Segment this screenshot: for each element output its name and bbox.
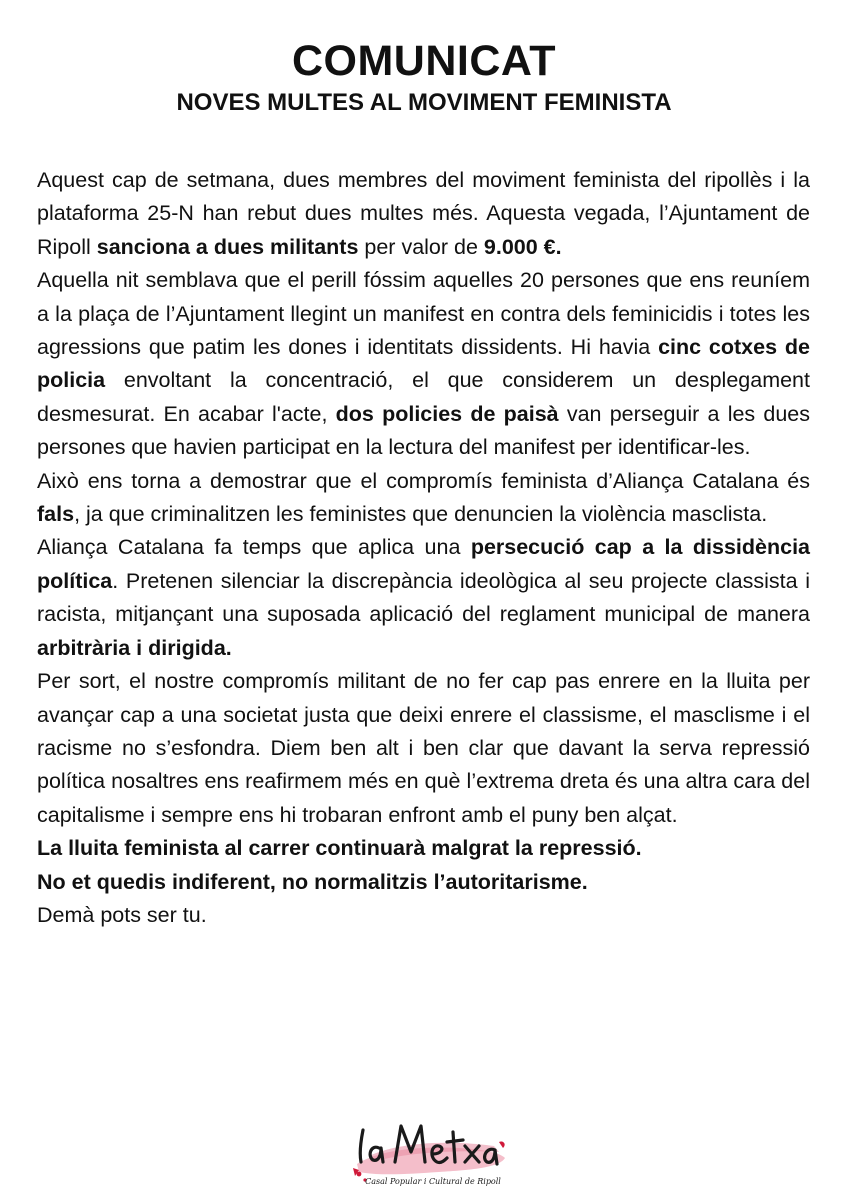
paragraph-2-text-e: van perseguir a les dues persones que havien participat en la lectura del manifest per identificar-les. — [37, 401, 810, 460]
paragraph-5: Per sort, el nostre compromís militant de no fer cap pas enrere en la lluita per avançar cap a una societat justa que deixi enrere el classisme, el masclisme i el racisme no s’esfondra. Diem ben alt i ben clar que davant la serva repressió política nosaltres ens reafirmem més en què l’extrema dreta és una altra cara del capitalisme i sempre ens hi trobaran enfront amb el puny ben alçat. — [37, 669, 810, 827]
paragraph-3 — [37, 465, 810, 532]
paragraph-2-bold-police-cars: cinc cotxes de policia — [37, 335, 810, 393]
paragraph-1-text-c: per valor de — [358, 234, 484, 259]
closing-line: Demà pots ser tu. — [37, 902, 207, 927]
paragraph-4-text-c: . Pretenen silenciar la discrepància ideològica al seu projecte classista i racista, mitjançant una suposada aplicació del reglament municipal de manera — [37, 568, 810, 627]
paragraph-4 — [37, 531, 810, 665]
paragraph-2-bold-plainclothes: dos policies de paisà — [335, 401, 559, 426]
slogan-struggle: La lluita feminista al carrer continuarà malgrat la repressió. — [37, 836, 642, 861]
paragraph-1-text-a: Aquest cap de setmana, dues membres del moviment feminista del ripollès i la plataforma 25-N han rebut dues multes més. Aquesta vegada, l’Ajuntament de Ripoll — [37, 168, 810, 259]
communique-body — [37, 164, 810, 932]
la-metxa-logo — [349, 1112, 509, 1192]
page-subtitle: NOVES MULTES AL MOVIMENT FEMINISTA — [176, 89, 672, 116]
paragraph-3-bold-false: fals — [37, 502, 75, 527]
paragraph-2-text-a: Aquella nit semblava que el perill fóssim aquelles 20 persones que ens reuníem a la plaça de l’Ajuntament llegint un manifest en contra dels feminicidis i totes les agressions que patim les dones i identitats dissidents. Hi havia — [37, 268, 810, 360]
logo-tagline: Casal Popular i Cultural de Ripoll — [365, 1177, 501, 1186]
page-title: COMUNICAT — [291, 37, 557, 85]
paragraph-2-text-c: envoltant la concentració, el que considerem un desplegament desmesurat. En acabar l'acte, — [37, 368, 810, 426]
paragraph-3-text-a: Això ens torna a demostrar que el compromís feminista d’Aliança Catalana és — [37, 468, 810, 493]
paragraph-4-bold-persecution: persecució cap a la dissidència política — [37, 535, 810, 593]
paragraph-1-bold-amount: 9.000 €. — [483, 234, 562, 259]
paragraph-1 — [37, 164, 810, 264]
paragraph-2 — [37, 264, 810, 464]
paragraph-1-bold-sanction: sanciona a dues militants — [96, 234, 359, 259]
slogan-indifferent: No et quedis indiferent, no normalitzis l’autoritarisme. — [37, 869, 588, 894]
paragraph-3-text-c: , ja que criminalitzen les feministes que denuncien la violència masclista. — [74, 502, 768, 527]
paragraph-4-bold-arbitrary: arbitrària i dirigida. — [37, 635, 232, 660]
paragraph-4-text-a: Aliança Catalana fa temps que aplica una — [37, 535, 471, 560]
